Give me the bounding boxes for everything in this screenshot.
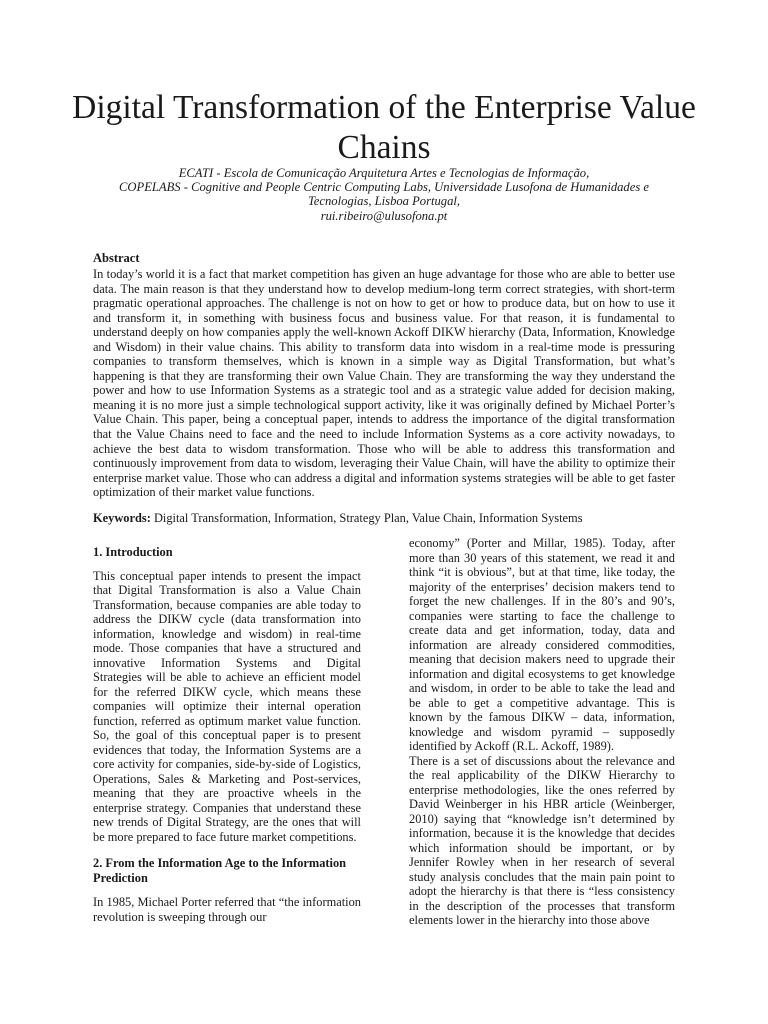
keywords [93, 511, 675, 526]
author-affiliation [80, 166, 688, 223]
left-column [93, 545, 361, 924]
keywords-label: Keywords: [93, 511, 151, 525]
section-heading-introduction: 1. Introduction [93, 545, 173, 559]
affiliation-line: COPELABS - Cognitive and People Centric Computing Labs, Universidade Lusofona de Humanidades e [119, 180, 649, 195]
abstract-text: In today’s world it is a fact that market competition has given an huge advantage for those who are able to better use data. The main reason is that they understand how to develop medium-long term correct strategies, with short-term pragmatic operational approaches. The challenge is not on how to get or how to produce data, but on how to use it and transform it, in something with business focus and business value. For that reason, it is fundamental to understand deeply on how companies apply the well-known Ackoff DIKW hierarchy (Data, Information, Knowledge and Wisdom) in their value chains. This ability to transform data into wisdom in a real-time mode is pressuring companies to transform themselves, which is known in a simple way as Digital Transformation, but what’s happening is that they are transforming their own Value Chain. They are transforming the way they understand the power and how to use Information Systems as a strategic tool and as a strategic value added for decision making, meaning it is no more just a simple technological support activity, like it was originally defined by Michael Porter’s Value Chain. This paper, being a conceptual paper, intends to address the importance of the digital transformation that the Value Chains need to face and the need to include Information Systems as a core activity nowadays, to achieve the best data to wisdom transformation. Those who will be able to address this transformation and continuously improvement from data to wisdom, leveraging their Value Chain, will have the ability to optimize their enterprise market value. Those who can address a digital and information systems strategies will be able to get faster optimization of their market value functions. [93, 267, 675, 500]
keywords-text: Digital Transformation, Information, Strategy Plan, Value Chain, Information Systems [153, 511, 583, 525]
right-column-paragraph: economy” (Porter and Millar, 1985). Today, after more than 30 years of this statement, we read it and think “it is obvious”, but at that time, like today, the majority of the enterprises’ decision makers tend to forget the new challenges. If in the 80’s and 90’s, companies were starting to face the challenge to create data and get information, today, data and information are already considered commodities, meaning that decision makers need to upgrade their information and digital ecosystems to get knowledge and wisdom, in order to be able to take the lead and be able to get a competitive advantage. This is known by the famous DIKW – data, information, knowledge and wisdom pyramid – supposedly identified by Ackoff (R.L. Ackoff, 1989). [409, 536, 675, 753]
affiliation-line: ECATI - Escola de Comunicação Arquitetura Artes e Tecnologias de Informação, [178, 166, 590, 180]
right-column-paragraph: There is a set of discussions about the relevance and the real applicability of the DIKW Hierarchy to enterprise methodologies, like the ones referred by David Weinberger in his HBR article (Weinberger, 2010) saying that “knowledge isn’t determined by information, because it is the knowledge that decides which information should be important, or by Jennifer Rowley when in her research of several study analysis concludes that the main pain point to adopt the hierarchy is that there is “less consistency in the description of the processes that transform elements lower in the hierarchy into those above [409, 753, 675, 927]
paper-title: Digital Transformation of the Enterprise Value Chains [72, 89, 696, 166]
section2-text: In 1985, Michael Porter referred that “the information revolution is sweeping through our [93, 895, 361, 924]
introduction-text: This conceptual paper intends to present the impact that Digital Transformation is also a Value Chain Transformation, because companies are able today to address the DIKW cycle (data transformation into information, knowledge and wisdom) in real-time mode. Those companies that have a structured and innovative Information Systems and Digital Strategies will be able to achieve an efficient model for the referred DIKW cycle, which means these companies will optimize their internal operation function, referred as optimum market value function. So, the goal of this conceptual paper is to present evidences that today, the Information Systems are a core activity for companies, side-by-side of Logistics, Operations, Sales & Marketing and Post-services, meaning that they are proactive wheels in the enterprise strategy. Companies that understand these new trends of Digital Strategy, are the ones that will be more prepared to face future market competitions. [93, 568, 361, 844]
right-column [409, 536, 675, 928]
affiliation-line: Tecnologias, Lisboa Portugal, [307, 194, 461, 209]
section-heading-information-age: 2. From the Information Age to the Information Prediction [93, 856, 347, 885]
author-email: rui.ribeiro@ulusofona.pt [320, 208, 448, 223]
abstract-heading: Abstract [93, 251, 140, 265]
